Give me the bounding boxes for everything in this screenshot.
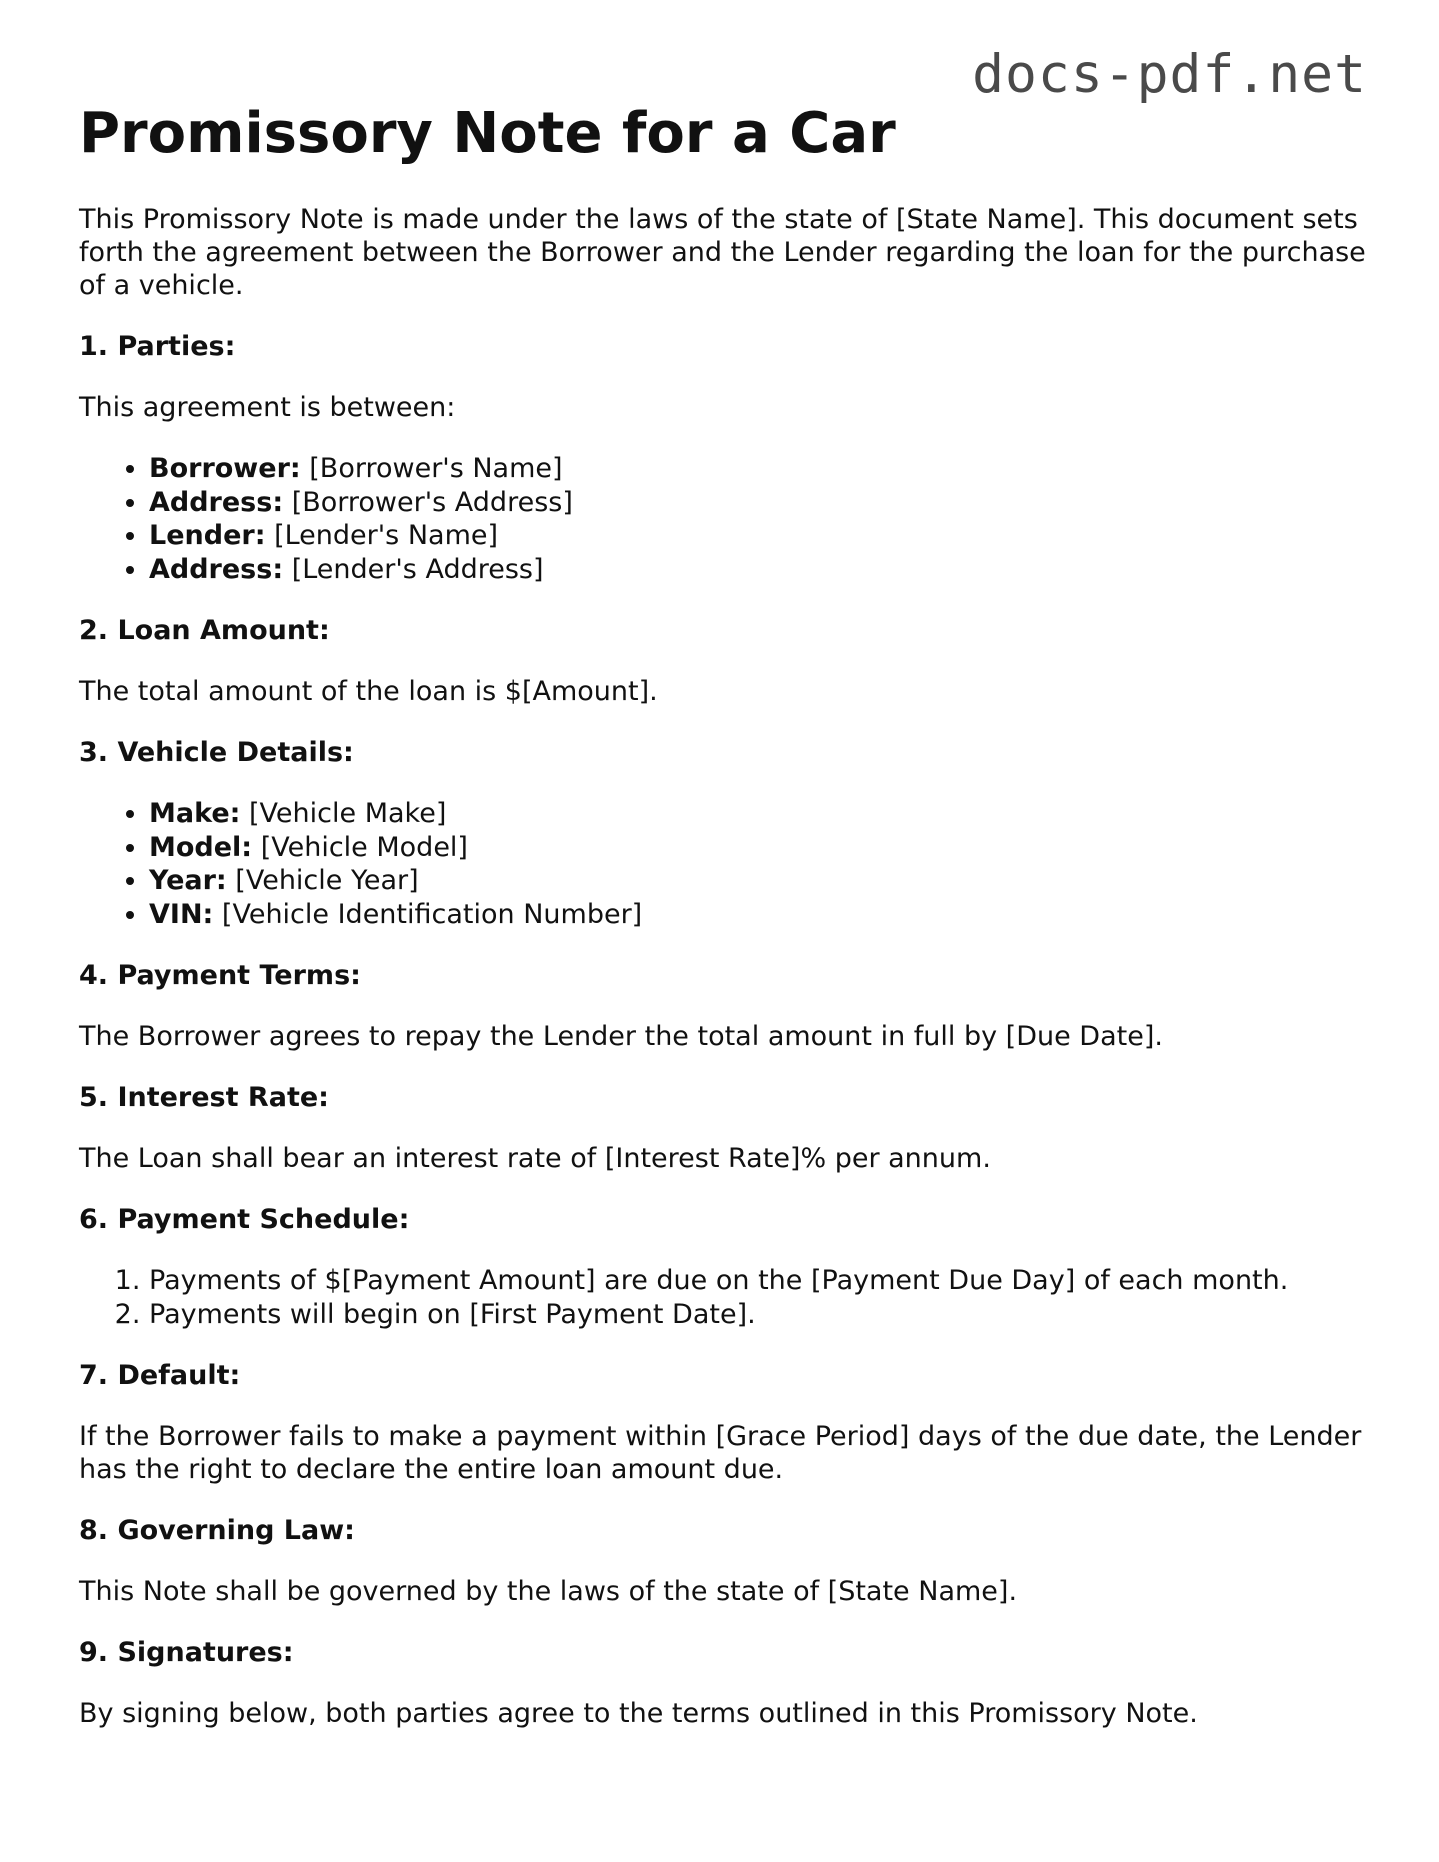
field-value: [Vehicle Make]: [240, 798, 447, 830]
section-heading-payment-terms: 4. Payment Terms:: [79, 960, 361, 992]
field-label: Lender:: [149, 520, 266, 552]
payment-schedule-list: [79, 1264, 1369, 1331]
section-heading-loan-amount: 2. Loan Amount:: [79, 615, 330, 647]
list-item: [149, 519, 1369, 553]
section-heading-default: 7. Default:: [79, 1360, 241, 1392]
list-item: 1. Payments of $[Payment Amount] are due on the [Payment Due Day] of each month.: [149, 1264, 1369, 1298]
field-value: [Lender's Address]: [283, 553, 544, 585]
field-value: [Vehicle Year]: [226, 865, 419, 897]
interest-rate-text: The Loan shall bear an interest rate of [Interest Rate]% per annum.: [79, 1143, 991, 1175]
list-item: 2. Payments will begin on [First Payment Date].: [149, 1298, 1369, 1332]
field-label: VIN:: [149, 898, 214, 930]
field-label: Address:: [149, 486, 284, 518]
list-item: [149, 898, 1369, 932]
field-label: Year:: [149, 865, 227, 897]
list-item: [149, 553, 1369, 587]
list-item: [149, 797, 1369, 831]
field-value: [Borrower's Address]: [283, 486, 573, 518]
document-title: Promissory Note for a Car: [79, 101, 896, 166]
governing-law-text: This Note shall be governed by the laws of the state of [State Name].: [79, 1576, 1018, 1608]
default-text: If the Borrower fails to make a payment within [Grace Period] days of the due date, the Lender has the right to declare the entire loan amount due.: [79, 1421, 1362, 1486]
section-heading-vehicle-details: 3. Vehicle Details:: [79, 737, 354, 769]
field-value: [Vehicle Identification Number]: [213, 898, 643, 930]
field-label: Address:: [149, 553, 284, 585]
parties-list: [79, 452, 1369, 586]
parties-text: This agreement is between:: [79, 392, 456, 424]
list-item: [149, 831, 1369, 865]
section-heading-payment-schedule: 6. Payment Schedule:: [79, 1204, 410, 1236]
field-label: Model:: [149, 831, 253, 863]
list-item: [149, 452, 1369, 486]
field-value: [Lender's Name]: [265, 520, 499, 552]
list-item: [149, 864, 1369, 898]
field-value: [Borrower's Name]: [300, 453, 563, 485]
section-heading-governing-law: 8. Governing Law:: [79, 1515, 355, 1547]
document-page: [79, 100, 1369, 1730]
signatures-text: By signing below, both parties agree to the terms outlined in this Promissory Note.: [79, 1698, 1198, 1730]
loan-amount-text: The total amount of the loan is $[Amount].: [79, 676, 658, 708]
field-value: [Vehicle Model]: [252, 831, 468, 863]
field-label: Borrower:: [149, 453, 301, 485]
section-heading-signatures: 9. Signatures:: [79, 1637, 294, 1669]
vehicle-list: [79, 797, 1369, 931]
section-heading-parties: 1. Parties:: [79, 331, 236, 363]
watermark: docs-pdf.net: [972, 44, 1367, 105]
payment-terms-text: The Borrower agrees to repay the Lender the total amount in full by [Due Date].: [79, 1021, 1163, 1053]
section-heading-interest-rate: 5. Interest Rate:: [79, 1082, 329, 1114]
intro-paragraph: This Promissory Note is made under the laws of the state of [State Name]. This document sets forth the agreement between the Borrower and the Lender regarding the loan for the purchase of a vehicle.: [79, 204, 1366, 302]
field-label: Make:: [149, 798, 241, 830]
list-item: [149, 486, 1369, 520]
